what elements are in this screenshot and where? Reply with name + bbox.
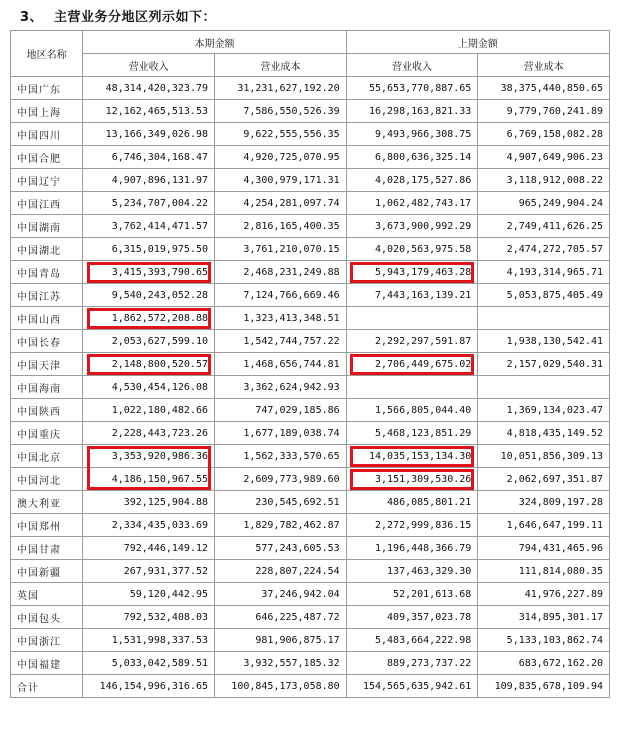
regional-revenue-table [10, 30, 610, 698]
prior-cost-cell: 965,249,904.24 [478, 192, 610, 215]
prior-cost-cell [478, 307, 610, 330]
prior-revenue-cell: 16,298,163,821.33 [346, 100, 478, 123]
region-cell: 中国河北 [11, 468, 83, 491]
table-row [11, 169, 610, 192]
current-revenue-cell: 6,315,019,975.50 [83, 238, 215, 261]
current-cost-cell: 4,920,725,070.95 [215, 146, 347, 169]
table-row [11, 652, 610, 675]
prior-revenue-cell: 409,357,023.78 [346, 606, 478, 629]
current-revenue-cell: 392,125,904.88 [83, 491, 215, 514]
current-cost-cell: 1,829,782,462.87 [215, 514, 347, 537]
prior-cost-cell [478, 376, 610, 399]
region-cell: 中国四川 [11, 123, 83, 146]
prior-revenue-cell: 5,483,664,222.98 [346, 629, 478, 652]
prior-cost-cell: 4,907,649,906.23 [478, 146, 610, 169]
current-revenue-cell: 59,120,442.95 [83, 583, 215, 606]
current-cost-cell: 230,545,692.51 [215, 491, 347, 514]
table-row [11, 353, 610, 376]
current-revenue-cell: 146,154,996,316.65 [83, 675, 215, 698]
current-revenue-cell: 2,334,435,033.69 [83, 514, 215, 537]
prior-cost-cell: 4,193,314,965.71 [478, 261, 610, 284]
current-cost-cell: 1,323,413,348.51 [215, 307, 347, 330]
current-cost-cell: 2,468,231,249.88 [215, 261, 347, 284]
current-cost-cell: 100,845,173,058.80 [215, 675, 347, 698]
region-cell: 中国合肥 [11, 146, 83, 169]
region-cell: 合计 [11, 675, 83, 698]
region-cell: 中国包头 [11, 606, 83, 629]
region-cell: 中国北京 [11, 445, 83, 468]
table-body [11, 77, 610, 698]
current-revenue-cell: 792,446,149.12 [83, 537, 215, 560]
region-cell: 中国广东 [11, 77, 83, 100]
table-row [11, 77, 610, 100]
section-number: 3、 [20, 10, 44, 25]
current-revenue-cell: 1,531,998,337.53 [83, 629, 215, 652]
region-cell: 中国陕西 [11, 399, 83, 422]
region-cell: 中国甘肃 [11, 537, 83, 560]
current-cost-cell: 4,254,281,097.74 [215, 192, 347, 215]
prior-revenue-cell: 889,273,737.22 [346, 652, 478, 675]
region-cell: 英国 [11, 583, 83, 606]
prior-cost-cell: 1,646,647,199.11 [478, 514, 610, 537]
prior-cost-cell: 5,133,103,862.74 [478, 629, 610, 652]
prior-cost-cell: 9,779,760,241.89 [478, 100, 610, 123]
current-revenue-cell: 12,162,465,513.53 [83, 100, 215, 123]
current-revenue-cell: 267,931,377.52 [83, 560, 215, 583]
header-current-period: 本期金额 [83, 31, 346, 54]
table-row [11, 491, 610, 514]
current-cost-cell: 3,932,557,185.32 [215, 652, 347, 675]
prior-cost-cell: 5,053,875,405.49 [478, 284, 610, 307]
current-cost-cell: 9,622,555,556.35 [215, 123, 347, 146]
table-row [11, 238, 610, 261]
header-current-revenue: 营业收入 [83, 54, 215, 77]
table-row [11, 514, 610, 537]
table-row [11, 146, 610, 169]
prior-cost-cell: 2,749,411,626.25 [478, 215, 610, 238]
prior-revenue-cell: 137,463,329.30 [346, 560, 478, 583]
header-prior-cost: 营业成本 [478, 54, 610, 77]
table-row [11, 330, 610, 353]
current-revenue-cell: 48,314,420,323.79 [83, 77, 215, 100]
header-prior-period: 上期金额 [346, 31, 609, 54]
current-cost-cell: 7,124,766,669.46 [215, 284, 347, 307]
region-cell: 中国湖南 [11, 215, 83, 238]
prior-cost-cell: 2,062,697,351.87 [478, 468, 610, 491]
prior-revenue-cell: 3,673,900,992.29 [346, 215, 478, 238]
current-revenue-cell: 1,862,572,208.88 [83, 307, 215, 330]
table-row [11, 307, 610, 330]
region-cell: 中国重庆 [11, 422, 83, 445]
current-cost-cell: 2,816,165,400.35 [215, 215, 347, 238]
table-row [11, 215, 610, 238]
table-row [11, 629, 610, 652]
prior-revenue-cell [346, 376, 478, 399]
prior-cost-cell: 38,375,440,850.65 [478, 77, 610, 100]
prior-cost-cell: 324,809,197.28 [478, 491, 610, 514]
current-revenue-cell: 2,148,800,520.57 [83, 353, 215, 376]
header-region: 地区名称 [11, 31, 83, 77]
current-cost-cell: 1,677,189,038.74 [215, 422, 347, 445]
region-cell: 中国上海 [11, 100, 83, 123]
prior-cost-cell: 109,835,678,109.94 [478, 675, 610, 698]
prior-cost-cell: 683,672,162.20 [478, 652, 610, 675]
header-current-cost: 营业成本 [215, 54, 347, 77]
current-cost-cell: 3,761,210,070.15 [215, 238, 347, 261]
prior-revenue-cell: 3,151,309,530.26 [346, 468, 478, 491]
current-revenue-cell: 1,022,180,482.66 [83, 399, 215, 422]
prior-revenue-cell: 6,800,636,325.14 [346, 146, 478, 169]
current-revenue-cell: 3,415,393,790.65 [83, 261, 215, 284]
table-row [11, 422, 610, 445]
current-cost-cell: 7,586,550,526.39 [215, 100, 347, 123]
prior-cost-cell: 1,369,134,023.47 [478, 399, 610, 422]
current-cost-cell: 31,231,627,192.20 [215, 77, 347, 100]
prior-revenue-cell: 9,493,966,308.75 [346, 123, 478, 146]
current-cost-cell: 747,029,185.86 [215, 399, 347, 422]
prior-revenue-cell: 2,292,297,591.87 [346, 330, 478, 353]
total-row [11, 675, 610, 698]
region-cell: 中国郑州 [11, 514, 83, 537]
header-row-2 [11, 54, 610, 77]
current-revenue-cell: 5,234,707,004.22 [83, 192, 215, 215]
prior-cost-cell: 4,818,435,149.52 [478, 422, 610, 445]
table-row [11, 100, 610, 123]
prior-revenue-cell: 55,653,770,887.65 [346, 77, 478, 100]
prior-revenue-cell: 7,443,163,139.21 [346, 284, 478, 307]
current-revenue-cell: 4,907,896,131.97 [83, 169, 215, 192]
table-row [11, 560, 610, 583]
table-row [11, 123, 610, 146]
prior-cost-cell: 41,976,227.89 [478, 583, 610, 606]
region-cell: 中国湖北 [11, 238, 83, 261]
current-cost-cell: 4,300,979,171.31 [215, 169, 347, 192]
current-cost-cell: 1,468,656,744.81 [215, 353, 347, 376]
current-cost-cell: 577,243,605.53 [215, 537, 347, 560]
region-cell: 中国江苏 [11, 284, 83, 307]
prior-revenue-cell: 1,062,482,743.17 [346, 192, 478, 215]
region-cell: 澳大利亚 [11, 491, 83, 514]
current-cost-cell: 1,542,744,757.22 [215, 330, 347, 353]
current-revenue-cell: 9,540,243,052.28 [83, 284, 215, 307]
current-cost-cell: 981,906,875.17 [215, 629, 347, 652]
current-revenue-cell: 6,746,304,168.47 [83, 146, 215, 169]
current-revenue-cell: 792,532,408.03 [83, 606, 215, 629]
prior-revenue-cell: 1,196,448,366.79 [346, 537, 478, 560]
region-cell: 中国浙江 [11, 629, 83, 652]
table-row [11, 192, 610, 215]
current-revenue-cell: 4,530,454,126.08 [83, 376, 215, 399]
prior-revenue-cell: 14,035,153,134.30 [346, 445, 478, 468]
region-cell: 中国山西 [11, 307, 83, 330]
table-row [11, 583, 610, 606]
table-row [11, 376, 610, 399]
current-cost-cell: 646,225,487.72 [215, 606, 347, 629]
table-row [11, 445, 610, 468]
current-revenue-cell: 13,166,349,026.98 [83, 123, 215, 146]
table-row [11, 284, 610, 307]
prior-cost-cell: 111,814,080.35 [478, 560, 610, 583]
prior-revenue-cell: 4,020,563,975.58 [346, 238, 478, 261]
current-revenue-cell: 3,762,414,471.57 [83, 215, 215, 238]
current-revenue-cell: 2,228,443,723.26 [83, 422, 215, 445]
current-revenue-cell: 3,353,920,986.36 [83, 445, 215, 468]
region-cell: 中国新疆 [11, 560, 83, 583]
current-cost-cell: 37,246,942.04 [215, 583, 347, 606]
region-cell: 中国福建 [11, 652, 83, 675]
prior-revenue-cell: 52,201,613.68 [346, 583, 478, 606]
prior-revenue-cell: 5,943,179,463.28 [346, 261, 478, 284]
prior-cost-cell: 6,769,158,082.28 [478, 123, 610, 146]
current-cost-cell: 2,609,773,989.60 [215, 468, 347, 491]
table-row [11, 537, 610, 560]
current-cost-cell: 228,807,224.54 [215, 560, 347, 583]
prior-revenue-cell: 486,085,801.21 [346, 491, 478, 514]
prior-revenue-cell: 5,468,123,851.29 [346, 422, 478, 445]
prior-cost-cell: 2,474,272,705.57 [478, 238, 610, 261]
region-cell: 中国海南 [11, 376, 83, 399]
prior-revenue-cell: 1,566,805,044.40 [346, 399, 478, 422]
prior-revenue-cell: 4,028,175,527.86 [346, 169, 478, 192]
prior-revenue-cell: 2,272,999,836.15 [346, 514, 478, 537]
table-row [11, 261, 610, 284]
table-row [11, 468, 610, 491]
current-revenue-cell: 2,053,627,599.10 [83, 330, 215, 353]
prior-cost-cell: 794,431,465.96 [478, 537, 610, 560]
prior-cost-cell: 3,118,912,008.22 [478, 169, 610, 192]
prior-revenue-cell: 154,565,635,942.61 [346, 675, 478, 698]
section-heading [20, 6, 216, 25]
prior-revenue-cell: 2,706,449,675.02 [346, 353, 478, 376]
current-cost-cell: 3,362,624,942.93 [215, 376, 347, 399]
region-cell: 中国长春 [11, 330, 83, 353]
section-title: 主营业务分地区列示如下： [54, 10, 217, 25]
current-revenue-cell: 5,033,042,589.51 [83, 652, 215, 675]
prior-revenue-cell [346, 307, 478, 330]
header-row-1 [11, 31, 610, 54]
region-cell: 中国江西 [11, 192, 83, 215]
current-cost-cell: 1,562,333,570.65 [215, 445, 347, 468]
prior-cost-cell: 2,157,029,540.31 [478, 353, 610, 376]
prior-cost-cell: 10,051,856,309.13 [478, 445, 610, 468]
table-row [11, 606, 610, 629]
region-cell: 中国辽宁 [11, 169, 83, 192]
region-cell: 中国青岛 [11, 261, 83, 284]
table-row [11, 399, 610, 422]
prior-cost-cell: 1,938,130,542.41 [478, 330, 610, 353]
region-cell: 中国天津 [11, 353, 83, 376]
current-revenue-cell: 4,186,150,967.55 [83, 468, 215, 491]
header-prior-revenue: 营业收入 [346, 54, 478, 77]
prior-cost-cell: 314,895,301.17 [478, 606, 610, 629]
